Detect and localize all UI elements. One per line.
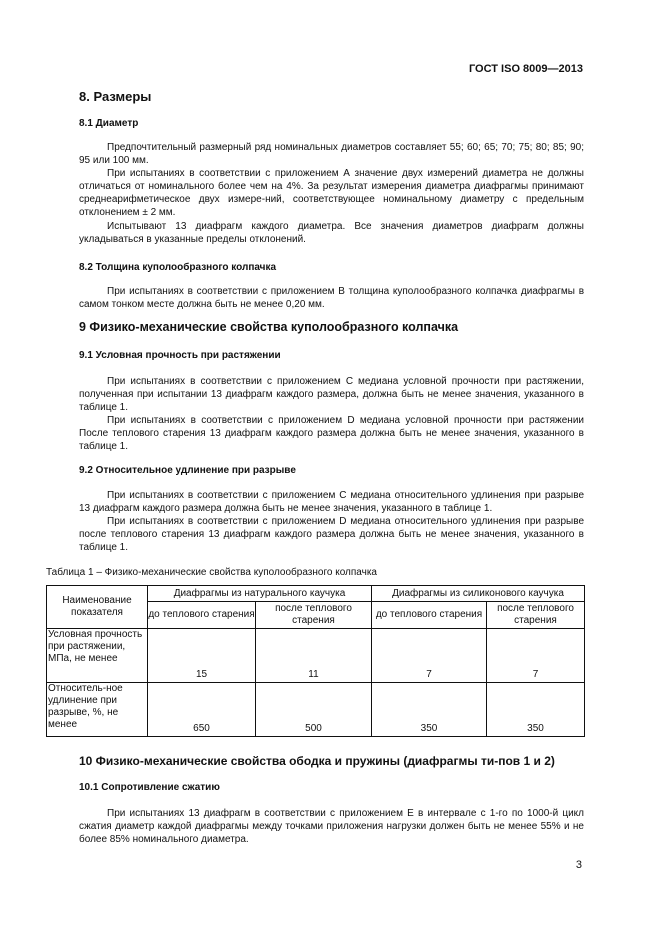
section-9-1-title: 9.1 Условная прочность при растяжении (79, 350, 281, 361)
paragraph: Предпочтительный размерный ряд номинальных диаметров составляет 55; 60; 65; 70; 75; 80; 85; 90; 95 или 100 мм. (79, 142, 584, 167)
table-row (47, 629, 585, 683)
section-8-2-body (79, 285, 584, 311)
table-row (47, 683, 585, 737)
cell-value: 7 (487, 629, 585, 683)
section-8-2-title: 8.2 Толщина куполообразного колпачка (79, 262, 277, 273)
column-header-before-aging: до теплового старения (372, 602, 487, 629)
paragraph: Испытывают 13 диафрагм каждого диаметра. Все значения диаметров диафрагм должны укладываться в указанные пределы отклонений. (79, 220, 584, 245)
section-8-1-body (79, 141, 584, 246)
column-header-after-aging: после теплового старения (487, 602, 585, 629)
row-name: Условная прочность при растяжении, МПа, не менее (47, 629, 148, 683)
paragraph: При испытаниях в соответствии с приложением С медиана относительного удлинения при разрыве 13 диафрагм каждого размера должна быть не менее значения, указанного в таблице 1. (79, 490, 584, 515)
section-10-1-title: 10.1 Сопротивление сжатию (79, 782, 220, 793)
cell-value: 350 (372, 683, 487, 737)
section-8-title: 8. Размеры (79, 89, 152, 104)
table-1 (46, 585, 585, 737)
column-group-natural: Диафрагмы из натурального каучука (148, 586, 372, 602)
paragraph: При испытаниях в соответствии с приложением D медиана относительного удлинения при разрыве после теплового старения 13 диафрагм каждого размера должна быть не менее значения, указанного в таблице 1. (79, 516, 584, 554)
section-10-1-body (79, 807, 584, 846)
document-code-header: ГОСТ ISO 8009—2013 (468, 63, 583, 75)
paragraph-continuation: После теплового старения 13 диафрагм каждого размера должна быть не менее значения, указанного в таблице 1. (79, 428, 584, 453)
paragraph: При испытаниях в соответствии с приложением А значение двух измерений диаметра не должны отличаться от номинального более чем на 4%. За результат измерения диаметра диафрагмы принимают среднеарифметическое двух измере-ний, соответствующее номинальному диаметру с предельным отклонением ± 2 мм. (79, 168, 584, 219)
column-header-after-aging: после теплового старения (256, 602, 372, 629)
table-1-caption: Таблица 1 – Физико-механические свойства куполообразного колпачка (46, 567, 377, 578)
column-group-silicone: Диафрагмы из силиконового каучука (372, 586, 585, 602)
section-10-title: 10 Физико-механические свойства ободка и пружины (диафрагмы ти-пов 1 и 2) (79, 754, 555, 768)
page-number: 3 (575, 859, 582, 871)
section-9-title: 9 Физико-механические свойства куполообразного колпачка (79, 320, 459, 334)
paragraph: При испытаниях 13 диафрагм в соответствии с приложением Е в интервале с 1-го по 1000-й цикл сжатия диаметр каждой диафрагмы между точками приложения нагрузки должен быть не менее 55% и не более 85% номинального диаметра. (79, 808, 584, 846)
cell-value: 7 (372, 629, 487, 683)
cell-value: 650 (148, 683, 256, 737)
paragraph: При испытаниях в соответствии с приложением В толщина куполообразного колпачка диафрагмы в самом тонком месте должна быть не менее 0,20 мм. (79, 286, 584, 311)
paragraph: При испытаниях в соответствии с приложением D медиана условной прочности при растяжении После теплового старения 13 диафрагм каждого размера должна быть не менее значения, указанного в таблице 1. (79, 415, 584, 453)
section-9-1-body (79, 375, 584, 454)
section-8-1-title: 8.1 Диаметр (79, 118, 139, 129)
column-header-name: Наименование показателя (47, 586, 148, 629)
cell-value: 350 (487, 683, 585, 737)
cell-value: 11 (256, 629, 372, 683)
cell-value: 500 (256, 683, 372, 737)
column-header-before-aging: до теплового старения (148, 602, 256, 629)
cell-value: 15 (148, 629, 256, 683)
row-name: Относитель-ное удлинение при разрыве, %, не менее (47, 683, 148, 737)
section-9-2-title: 9.2 Относительное удлинение при разрыве (79, 465, 296, 476)
paragraph: При испытаниях в соответствии с приложением С медиана условной прочности при растяжении, полученная при испытании 13 диафрагм каждого размера, должна быть не менее значения, указанного в таблице 1. (79, 376, 584, 414)
section-9-2-body (79, 489, 584, 554)
